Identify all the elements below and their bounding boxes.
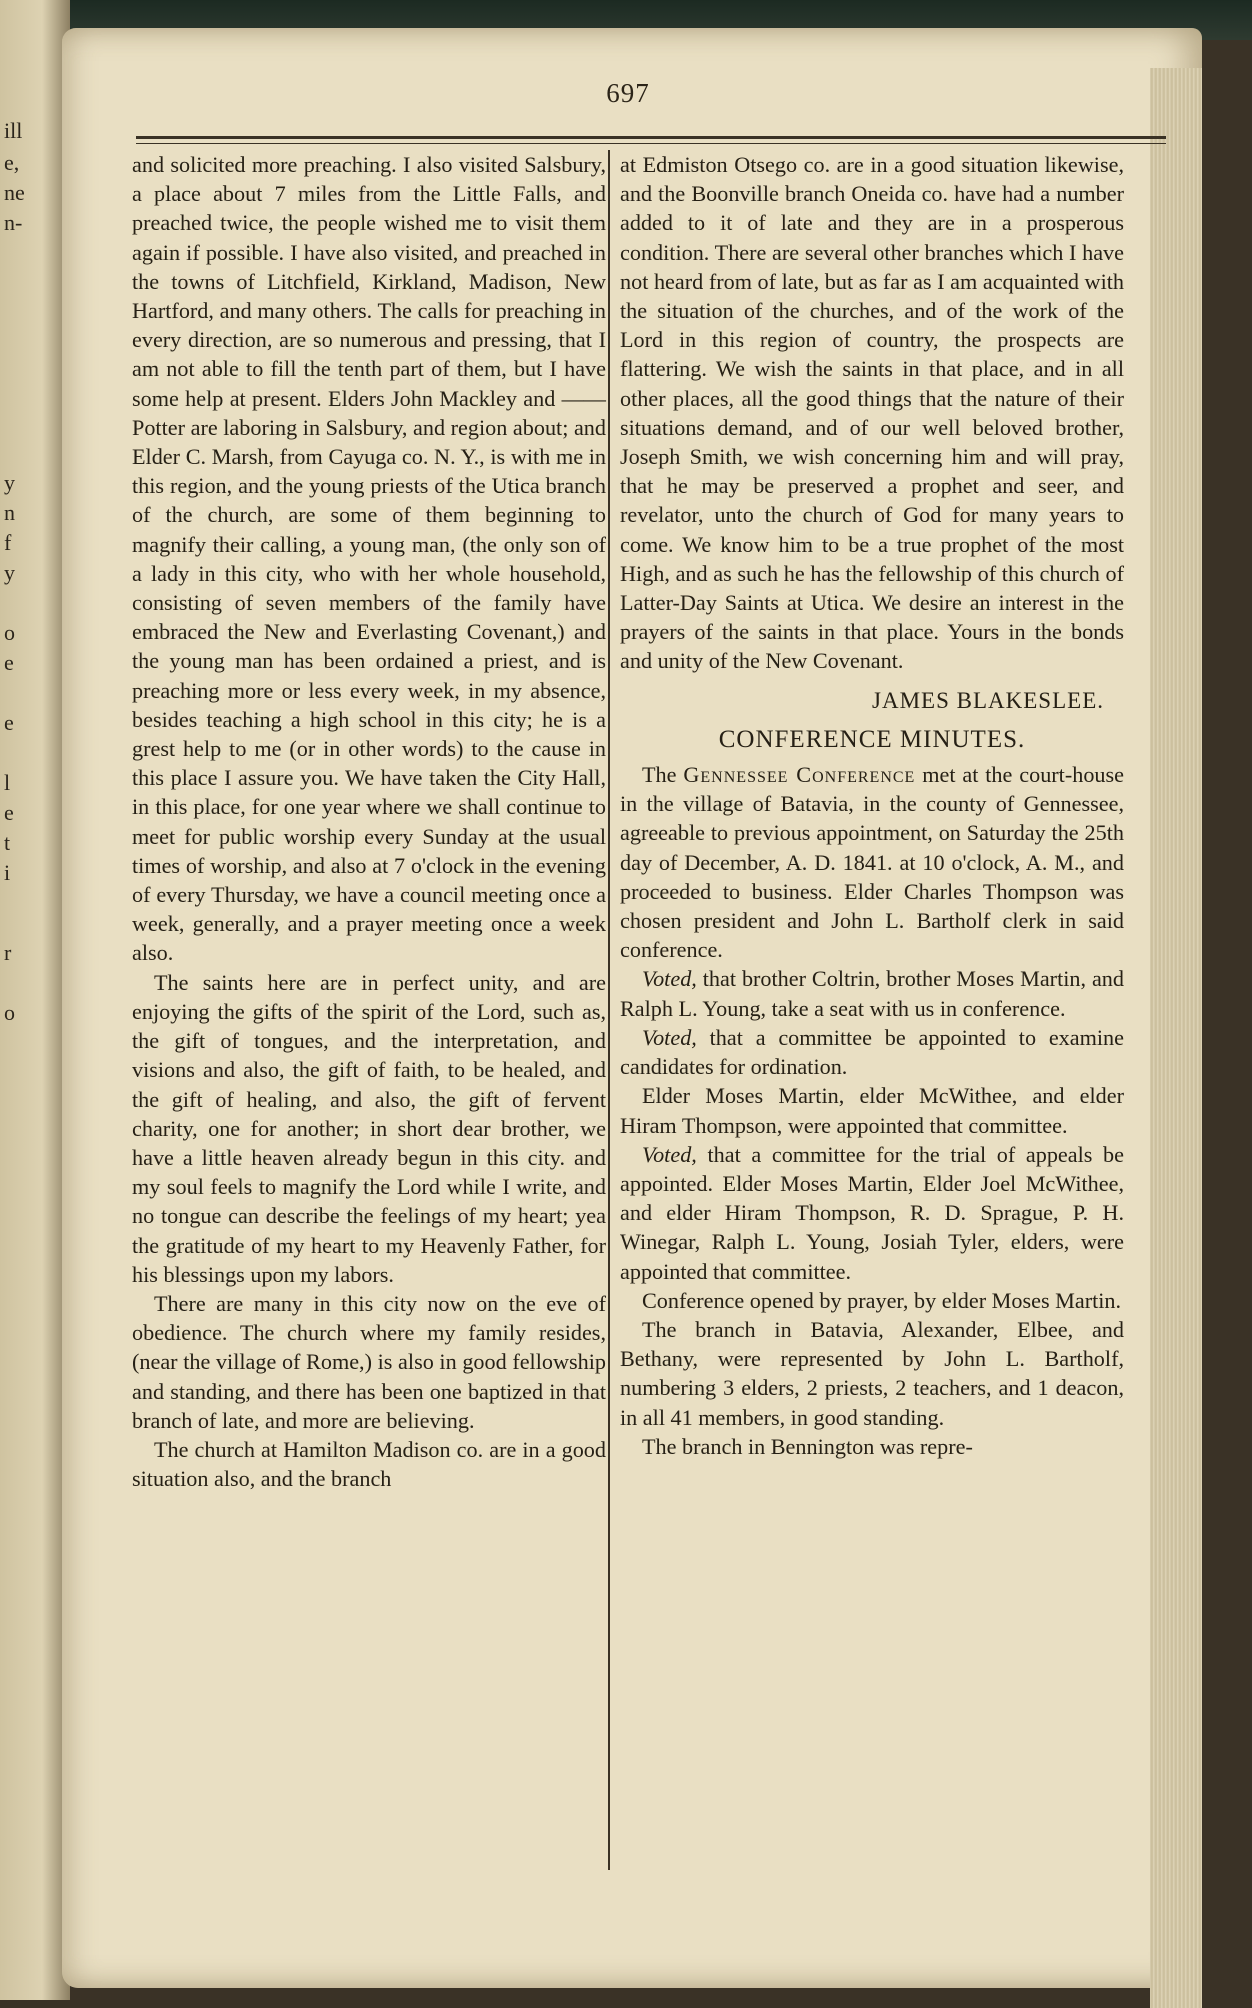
edge-text: e, <box>4 150 20 175</box>
paragraph <box>620 1023 1124 1081</box>
edge-text: ill <box>4 118 23 143</box>
edge-text: y <box>4 470 15 495</box>
text-run: met at the court-house in the village of Batavia, in the county of Gennessee, agreeable to previous appointment, on Saturday the 25th day of December, A. D. 1841. at 10 o'clock, A. M., and proceeded to business. Elder Charles Thompson was chosen president and John L. Bartholf clerk in said conference. <box>620 762 1124 963</box>
edge-text: r <box>4 940 12 965</box>
facing-page-edge <box>0 0 70 2000</box>
edge-text: l <box>4 770 11 795</box>
edge-text: t <box>4 830 11 855</box>
paragraph: The branch in Bennington was repre- <box>642 1433 973 1459</box>
page-number: 697 <box>606 78 650 108</box>
paragraph: at Edmiston Otsego co. are in a good situation likewise, and the Boonville branch Oneida co. have had a number added to it of late and they are in a prosperous condition. There are several other branches which I have not heard from of late, but as far as I am acquainted with the situation of the churches, and of the work of the Lord in this region of country, the prospects are flattering. We wish the saints in that place, and in all other places, all the good things that the nature of their situations demand, and of our well beloved brother, Joseph Smith, we wish concerning him and will pray, that he may be preserved a prophet and seer, and revelator, unto the church of God for many years to come. We know him to be a true prophet of the most High, and as such he has the fellowship of this church of Latter-Day Saints at Utica. We desire an interest in the prayers of the saints in that place. Yours in the bonds and unity of the New Covenant. <box>620 152 1124 674</box>
letter-signature: JAMES BLAKESLEE. <box>872 687 1104 713</box>
page-stack-edges <box>1150 68 1202 2008</box>
edge-text: n <box>4 500 15 525</box>
section-heading: CONFERENCE MINUTES. <box>718 725 1026 753</box>
edge-text: o <box>4 1000 15 1025</box>
paragraph: There are many in this city now on the eve of obedience. The church where my family resides, (near the village of Rome,) is also in good fellowship and standing, and there has been one baptized in that branch of late, and more are believing. <box>132 1290 606 1433</box>
paragraph: and solicited more preaching. I also visited Salsbury, a place about 7 miles from the Little Falls, and preached twice, the people wished me to visit them again if possible. I have also visited, and preached in the towns of Litchfield, Kirkland, Madison, New Hartford, and many others. The calls for preaching in every direction, are so numerous and pressing, that I am not able to fill the tenth part of them, but I have some help at present. Elders John Mackley and —— Potter are laboring in Salsbury, and region about; and Elder C. Marsh, from Cayuga co. N. Y., is with me in this region, and the young priests of the Utica branch of the church, are some of them beginning to magnify their calling, a young man, (the only son of a lady in this city, who with her whole household, consisting of seven members of the family have embraced the New and Everlasting Covenant,) and the young man has been ordained a priest, and is preaching more or less every week, in my absence, besides teaching a high school in this city; he is a grest help to me (or in other words) to the cause in this place I assure you. We have taken the City Hall, in this place, for one year where we shall continue to meet for public worship every Sunday at the usual times of worship, and also at 7 o'clock in the evening of every Thursday, we have a council meeting once a week, generally, and a prayer meeting once a week also. <box>132 152 606 966</box>
right-column <box>620 150 1124 1461</box>
voted-label: Voted, <box>642 1024 697 1050</box>
text-run: The <box>642 762 684 788</box>
text-run: that a committee be appointed to examine candidates for ordination. <box>620 1024 1124 1080</box>
edge-text: f <box>4 530 12 555</box>
conference-name: Gennessee Conference <box>683 762 916 788</box>
paragraph: The branch in Batavia, Alexander, Elbee, and Bethany, were represented by John L. Bartholf, numbering 3 elders, 2 priests, 2 teachers, and 1 deacon, in all 41 members, in good standing. <box>620 1316 1124 1430</box>
paragraph: The church at Hamilton Madison co. are in a good situation also, and the branch <box>132 1436 606 1492</box>
text-run: that brother Coltrin, brother Moses Martin, and Ralph L. Young, take a seat with us in conference. <box>620 966 1124 1021</box>
header-rule-thin <box>136 143 1166 144</box>
edge-text: i <box>4 860 11 885</box>
paragraph: The saints here are in perfect unity, and are enjoying the gifts of the spirit of the Lord, such as, the gift of tongues, and the interpretation, and visions and also, the gift of faith, to be healed, and the gift of healing, and also, the gift of fervent charity, one for another; in short dear brother, we have a little heaven already begun in this city. and my soul feels to magnify the Lord while I write, and no tongue can describe the feelings of my heart; yea the gratitude of my heart to my Heavenly Father, for his blessings upon my labors. <box>132 969 606 1287</box>
paragraph: Elder Moses Martin, elder McWithee, and elder Hiram Thompson, were appointed that committee. <box>620 1083 1124 1138</box>
voted-label: Voted, <box>642 966 697 992</box>
edge-text: e <box>4 710 14 735</box>
edge-text: o <box>4 620 15 645</box>
edge-text: e <box>4 650 14 675</box>
column-divider <box>608 150 610 1870</box>
paragraph <box>620 1140 1124 1286</box>
paragraph <box>620 760 1124 964</box>
voted-label: Voted, <box>642 1141 697 1167</box>
paragraph <box>620 964 1124 1022</box>
paragraph: Conference opened by prayer, by elder Moses Martin. <box>642 1287 1122 1313</box>
text-run: that a committee for the trial of appeals be appointed. Elder Moses Martin, Elder Joel McWithee, and elder Hiram Thompson, R. D. Sprague, P. H. Winegar, Ralph L. Young, Josiah Tyler, elders, were appointed that committee. <box>620 1141 1124 1284</box>
edge-text: n- <box>4 210 23 235</box>
edge-text: ne <box>4 180 25 205</box>
header-rule <box>136 136 1166 139</box>
left-column <box>132 150 606 1493</box>
edge-text: e <box>4 800 14 825</box>
edge-text: y <box>4 560 15 585</box>
